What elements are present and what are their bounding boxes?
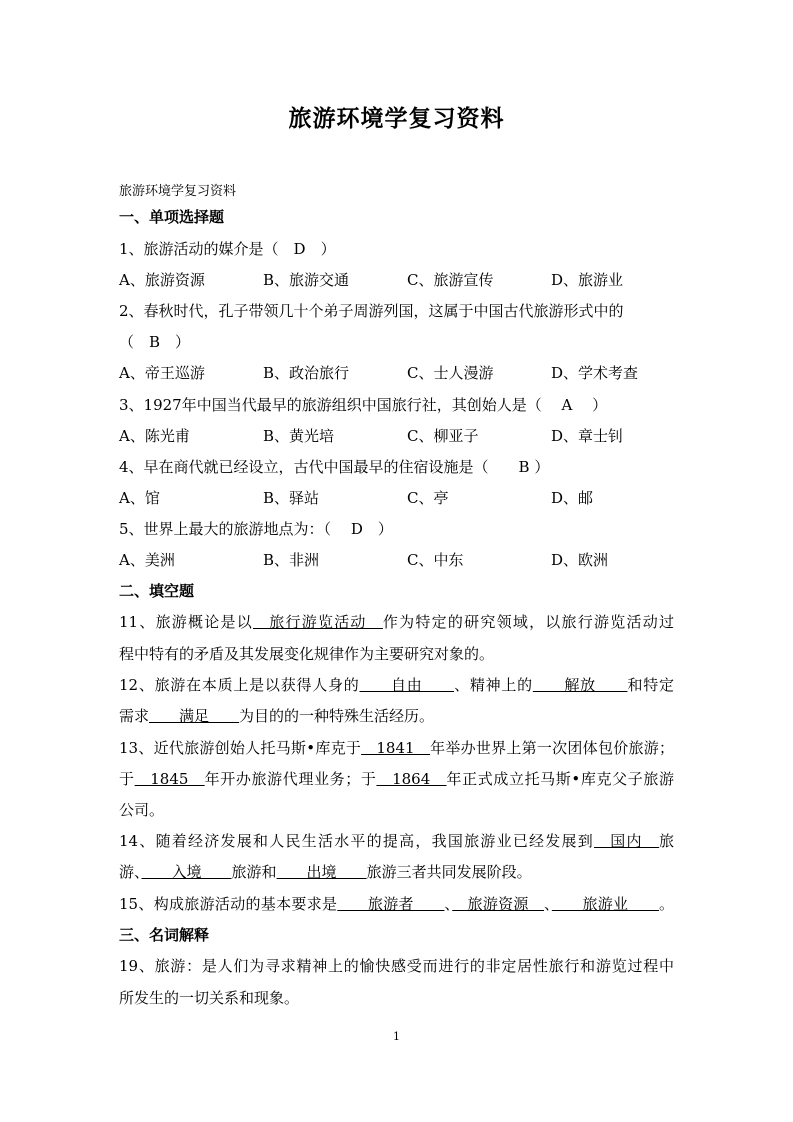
question-13-line2 [119, 768, 674, 789]
text: 12、旅游在本质上是以获得人身的 [119, 676, 360, 694]
answer-blank: 解放 [532, 676, 628, 694]
question-14-line2 [119, 861, 532, 882]
text: 。 [658, 895, 674, 913]
options-5 [119, 549, 695, 570]
options-1 [119, 269, 695, 290]
question-11-line1 [119, 611, 674, 632]
answer-blank: 出境 [276, 863, 367, 881]
option: D、学术考查 [551, 364, 639, 382]
answer-blank: 旅游业 [551, 895, 659, 913]
options-3 [119, 425, 695, 446]
answer-blank: 自由 [359, 676, 455, 694]
option: C、亭 [407, 489, 449, 507]
question-19-line1 [119, 955, 674, 976]
option: C、旅游宣传 [407, 271, 494, 289]
option: D、章士钊 [551, 427, 624, 445]
question-12-line1 [119, 674, 674, 695]
option: C、中东 [407, 551, 464, 569]
text: 游、 [119, 863, 142, 881]
page-number: 1 [393, 1030, 400, 1043]
option: A、陈光甫 [119, 427, 190, 445]
option: C、士人漫游 [407, 364, 494, 382]
question-1: 1、旅游活动的媒介是（ D ） [119, 240, 336, 258]
answer-blank: 入境 [141, 863, 232, 881]
options-4 [119, 487, 695, 508]
answer-blank: 1841 [361, 739, 431, 757]
section-heading-fill: 二、填空题 [119, 582, 195, 600]
text: 和特定 [627, 676, 674, 694]
text: 19、旅游：是人们为寻求精神上的愉快感受而进行的非定居性旅行和游览过程中 [119, 957, 674, 975]
text: 旅游和 [231, 863, 277, 881]
option: B、旅游交通 [263, 271, 350, 289]
answer-blank: 旅游资源 [452, 895, 545, 913]
text: 旅游三者共同发展阶段。 [366, 863, 532, 881]
text: 为目的的一种特殊生活经历。 [239, 707, 435, 725]
option: B、黄光培 [263, 427, 335, 445]
section-heading-choice: 一、单项选择题 [119, 208, 225, 226]
question-2: 2、春秋时代，孔子带领几十个弟子周游列国，这属于中国古代旅游形式中的 [119, 302, 624, 320]
option: B、非洲 [263, 551, 320, 569]
text: 11、旅游概论是以 [119, 613, 253, 631]
question-13-line1 [119, 737, 674, 758]
text: 作为特定的研究领域，以旅行游览活动过 [382, 613, 674, 631]
question-12-line2 [119, 705, 434, 726]
option: D、邮 [551, 489, 594, 507]
option: B、政治旅行 [263, 364, 350, 382]
question-2-answer: （ B ） [119, 333, 191, 351]
text: 15、构成旅游活动的基本要求是 [119, 895, 338, 913]
subtitle: 旅游环境学复习资料 [119, 184, 237, 199]
text: 年开办旅游代理业务；于 [204, 770, 377, 788]
answer-blank: 1864 [376, 770, 447, 788]
answer-blank: 旅行游览活动 [253, 613, 383, 631]
section-heading-terms: 三、名词解释 [119, 926, 210, 944]
text: 13、近代旅游创始人托马斯•库克于 [119, 739, 362, 757]
text: 于 [119, 770, 135, 788]
answer-blank: 国内 [594, 832, 659, 850]
option: D、欧洲 [551, 551, 609, 569]
question-11-line2: 程中特有的矛盾及其发展变化规律作为主要研究对象的。 [119, 645, 495, 663]
text: 、 [444, 895, 453, 913]
text: 、 [544, 895, 552, 913]
question-19-line2: 所发生的一切关系和现象。 [119, 989, 300, 1007]
option: C、柳亚子 [407, 427, 479, 445]
question-5: 5、世界上最大的旅游地点为：（ D ） [119, 520, 393, 538]
text: 、精神上的 [454, 676, 533, 694]
answer-blank: 旅游者 [337, 895, 445, 913]
answer-blank: 满足 [149, 707, 240, 725]
option: B、驿站 [263, 489, 320, 507]
option: A、馆 [119, 489, 160, 507]
text: 14、随着经济发展和人民生活水平的提高，我国旅游业已经发展到 [119, 832, 595, 850]
page-title: 旅游环境学复习资料 [288, 105, 505, 132]
options-2 [119, 362, 695, 383]
question-15 [119, 893, 674, 914]
question-14-line1 [119, 830, 674, 851]
option: D、旅游业 [551, 271, 624, 289]
text: 年举办世界上第一次团体包价旅游； [430, 739, 674, 757]
option: A、帝王巡游 [119, 364, 205, 382]
text: 年正式成立托马斯•库克父子旅游 [446, 770, 674, 788]
option: A、旅游资源 [119, 271, 205, 289]
question-3: 3、1927年中国当代最早的旅游组织中国旅行社，其创始人是（ A ） [119, 396, 608, 414]
answer-blank: 1845 [134, 770, 205, 788]
text: 需求 [119, 707, 150, 725]
option: A、美洲 [119, 551, 175, 569]
text: 旅 [658, 832, 674, 850]
question-13-line3: 公司。 [119, 801, 165, 819]
question-4: 4、早在商代就已经设立，古代中国最早的住宿设施是（ B ） [119, 458, 550, 476]
